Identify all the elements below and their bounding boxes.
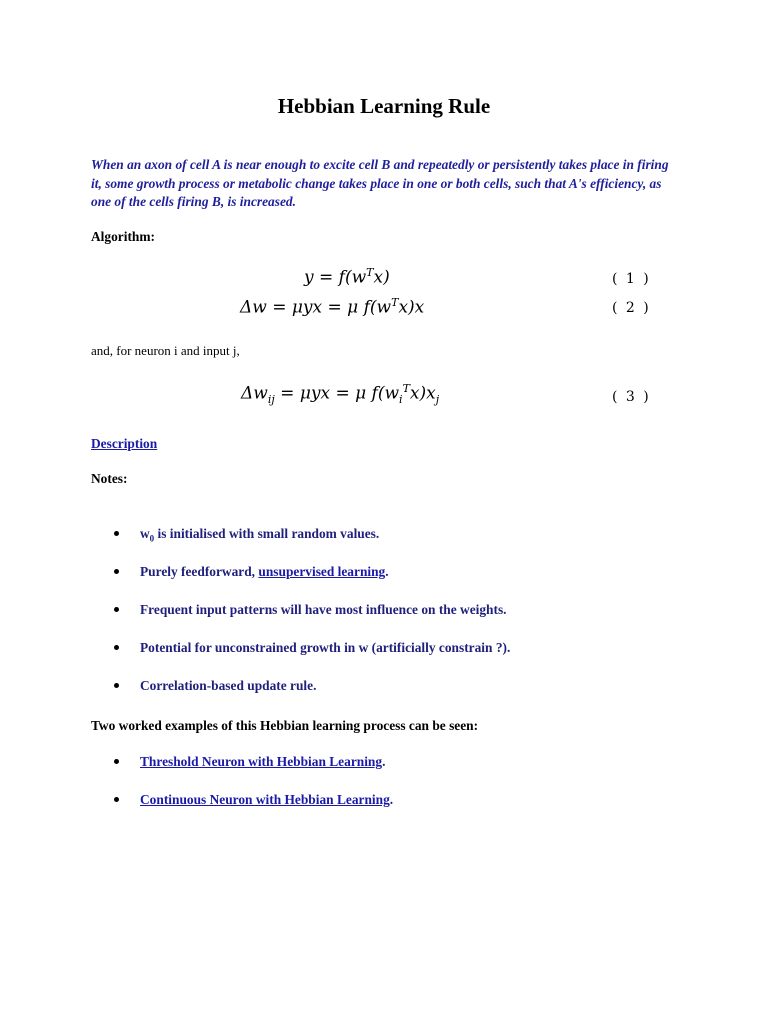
equation-3-sub-j: j <box>435 393 440 407</box>
note-suffix: . <box>385 564 389 579</box>
bullet-icon <box>114 645 119 650</box>
neuron-input-text: and, for neuron i and input j, <box>91 343 240 358</box>
bullet-icon <box>114 531 119 536</box>
equation-2-part-a: Δw = μyx = μ f(w <box>240 297 392 318</box>
equation-3-part-b: = μyx = μ f(w <box>274 383 400 404</box>
note-text: Correlation-based update rule. <box>140 678 317 693</box>
equation-3-number: ( 3 ) <box>612 389 651 405</box>
equation-3-part-a: Δw <box>241 383 268 404</box>
equation-1-fn: = f(w <box>313 267 367 288</box>
bullet-icon <box>114 683 119 688</box>
equation-2-sup: T <box>391 296 399 309</box>
page-title: Hebbian Learning Rule <box>277 94 491 118</box>
equation-1-number: ( 1 ) <box>612 271 651 287</box>
equation-3-sub-ij: ij <box>267 393 275 407</box>
list-item <box>0 553 768 591</box>
equation-2-part-b: x)x <box>398 297 425 318</box>
examples-list <box>0 743 768 819</box>
list-item <box>0 515 768 553</box>
equation-1-rest: x) <box>373 267 390 288</box>
equation-1-lhs: y <box>304 267 314 288</box>
equation-1-sup: T <box>366 266 374 279</box>
list-item <box>0 629 768 667</box>
equation-3-part-c: x)x <box>409 383 436 404</box>
equation-3-sup: T <box>402 382 410 395</box>
notes-list <box>0 515 768 705</box>
threshold-neuron-link[interactable]: Threshold Neuron with Hebbian Learning <box>140 754 383 769</box>
bullet-icon <box>114 759 119 764</box>
note-text: Frequent input patterns will have most influence on the weights. <box>140 602 507 617</box>
example-suffix: . <box>382 754 386 769</box>
note-prefix-sub: 0 <box>149 533 155 544</box>
bullet-icon <box>114 797 119 802</box>
description-paragraph <box>91 436 157 452</box>
list-item <box>0 743 768 781</box>
equation-2 <box>240 296 424 318</box>
example-suffix: . <box>389 792 394 807</box>
list-item <box>0 781 768 819</box>
note-prefix: w <box>140 526 150 541</box>
equation-1 <box>304 266 390 288</box>
algorithm-label: Algorithm: <box>91 229 155 244</box>
equation-3-sub-i: i <box>399 393 403 407</box>
note-text: Potential for unconstrained growth in w (artificially constrain ?). <box>140 640 511 655</box>
unsupervised-learning-link[interactable]: unsupervised learning <box>258 564 386 579</box>
note-text: is initialised with small random values. <box>154 526 380 541</box>
notes-label: Notes: <box>91 471 128 486</box>
note-text: Purely feedforward, <box>140 564 259 579</box>
examples-intro: Two worked examples of this Hebbian learning process can be seen: <box>91 718 479 733</box>
bullet-icon <box>114 607 119 612</box>
equation-3 <box>241 382 439 406</box>
description-link[interactable]: Description <box>91 436 158 451</box>
list-item <box>0 667 768 705</box>
hebb-quote: When an axon of cell A is near enough to excite cell B and repeatedly or persistently takes place in firing it, some growth process or metabolic change takes place in one or both cells, such that A's efficiency, as one of the cells firing B, is increased. <box>91 157 669 209</box>
bullet-icon <box>114 569 119 574</box>
continuous-neuron-link[interactable]: Continuous Neuron with Hebbian Learning <box>140 792 390 807</box>
equation-2-number: ( 2 ) <box>612 300 651 316</box>
list-item <box>0 591 768 629</box>
